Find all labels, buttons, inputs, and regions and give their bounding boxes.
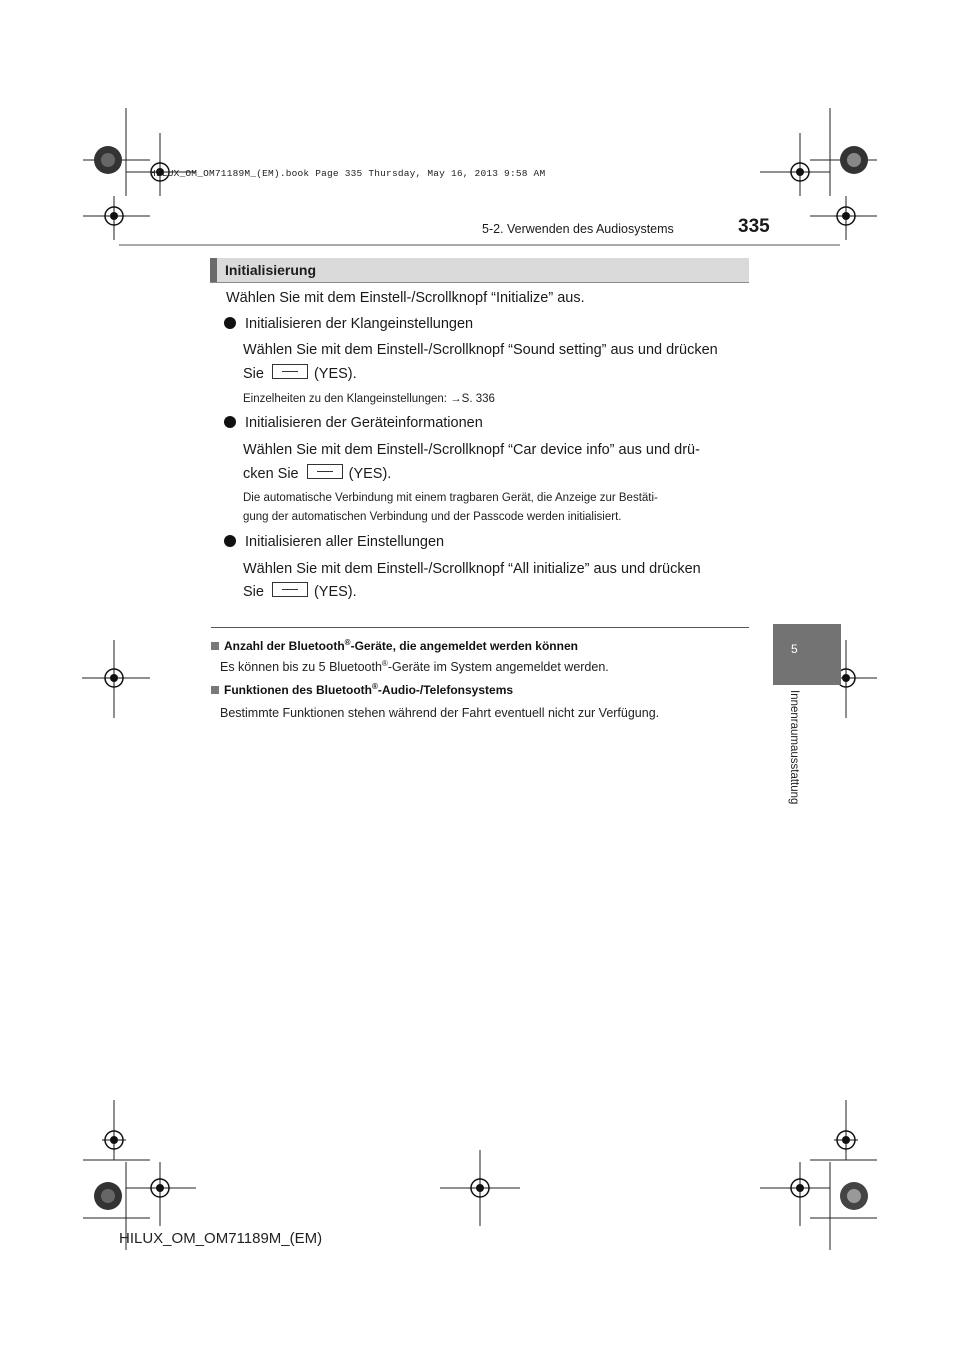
yes-button-icon [307,464,343,479]
item-note: Einzelheiten zu den Klangeinstellungen: →S. 336 [243,393,495,405]
footer-doc-id: HILUX_OM_OM71189M_(EM) [119,1230,323,1247]
bullet-item-device [224,412,483,435]
text-post: (YES). [313,366,357,382]
yes-button-icon [272,364,308,379]
heading-post: -Geräte, die angemeldet werden können [350,639,578,653]
bullet-icon [224,416,236,428]
note-heading-bluetooth-count [211,638,578,653]
chapter-tab [773,624,841,685]
item-text-line2 [243,362,745,386]
bullet-item-all [224,531,444,554]
chapter-label-text: Innenraumausstattung [788,690,800,805]
section-title: 5-2. Verwenden des Audiosystems [482,222,674,236]
file-header: HILUX_OM_OM71189M_(EM).book Page 335 Thursday, May 16, 2013 9:58 AM [150,168,546,179]
note-text-bluetooth-count [220,659,609,674]
registered-mark: ® [344,638,351,647]
item-note-line1: Die automatische Verbindung mit einem tragbaren Gerät, die Anzeige zur Bestäti- [243,492,658,504]
yes-button-icon [272,582,308,597]
text-pre: Sie [243,366,264,382]
notes-divider [211,627,749,628]
intro-text: Wählen Sie mit dem Einstell-/Scrollknopf “Initialize” aus. [226,290,585,306]
text-post: (YES). [313,584,357,600]
heading-bar [210,258,217,282]
text-post: (YES). [348,466,392,482]
item-note-line2: gung der automatischen Verbindung und der Passcode werden initialisiert. [243,511,622,523]
registered-mark: ® [381,659,388,668]
item-text: Wählen Sie mit dem Einstell-/Scrollknopf “All initialize” aus und drücken [243,561,701,577]
chapter-number: 5 [791,642,798,656]
chapter-label [784,690,800,830]
square-bullet-icon [211,686,219,694]
item-text: Wählen Sie mit dem Einstell-/Scrollknopf “Car device info” aus und drü- [243,442,700,458]
bullet-title: Initialisieren aller Einstellungen [245,534,445,550]
heading-post: -Audio-/Telefonsystems [377,683,514,697]
registered-mark: ® [372,682,378,691]
bullet-title: Initialisieren der Klangeinstellungen [245,316,474,332]
text-pre: Sie [243,584,264,600]
section-heading [210,258,749,283]
bullet-icon [224,317,236,329]
item-text-line2 [243,462,745,486]
text-pre: Es können bis zu 5 Bluetooth [220,660,382,675]
header-rule [119,244,840,246]
square-bullet-icon [211,642,219,650]
bullet-title: Initialisieren der Geräteinformationen [245,415,483,431]
item-text: Wählen Sie mit dem Einstell-/Scrollknopf “Sound setting” aus und drücken [243,342,718,358]
bullet-icon [224,535,236,547]
page-number: 335 [738,216,770,237]
heading-pre: Funktionen des Bluetooth [224,683,372,697]
section-heading-text: Initialisierung [225,262,317,278]
note-text-bluetooth-functions: Bestimmte Funktionen stehen während der Fahrt eventuell nicht zur Verfügung. [220,706,660,720]
bullet-item-sound [224,313,473,336]
item-text-line2 [243,580,745,604]
text-post: -Geräte im System angemeldet werden. [387,660,609,675]
heading-pre: Anzahl der Bluetooth [224,639,345,653]
text-pre: cken Sie [243,466,299,482]
note-heading-bluetooth-functions [211,682,513,697]
